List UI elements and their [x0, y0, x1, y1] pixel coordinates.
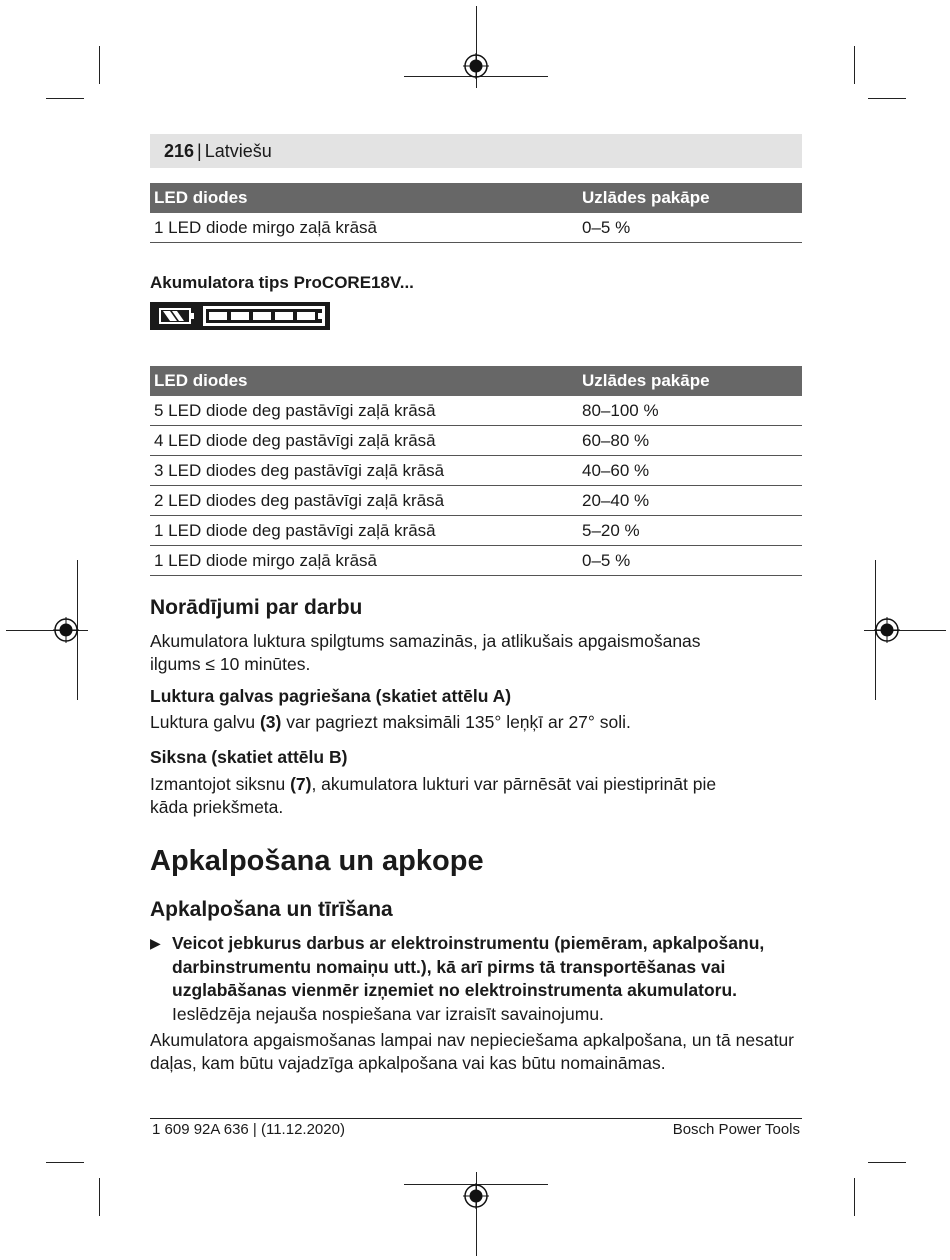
- warning-bullet: [150, 932, 810, 1026]
- crop-mark: [868, 1162, 906, 1163]
- led-cell: 1 LED diode deg pastāvīgi zaļā krāsā: [150, 516, 578, 546]
- page-number: 216: [164, 141, 195, 161]
- table-row: [150, 426, 802, 456]
- led-cell: 1 LED diode mirgo zaļā krāsā: [150, 546, 578, 576]
- level-cell: 40–60 %: [578, 456, 802, 486]
- crop-mark: [99, 46, 100, 84]
- table-header-row: [150, 183, 802, 213]
- level-cell: 80–100 %: [578, 396, 802, 426]
- column-header-level: Uzlādes pakāpe: [578, 366, 802, 396]
- table-header-row: [150, 366, 802, 396]
- footer-brand: Bosch Power Tools: [672, 1121, 800, 1138]
- header-separator: |: [197, 141, 202, 161]
- strap-text-post: , akumulatora lukturi var pārnēsāt vai piestiprināt pie kāda priekšmeta.: [150, 774, 717, 817]
- led-cell: 4 LED diode deg pastāvīgi zaļā krāsā: [150, 426, 578, 456]
- service-subheading: Apkalpošana un tīrīšana: [150, 898, 393, 921]
- rotate-text-post: var pagriezt maksimāli 135° leņķī ar 27° soli.: [281, 712, 631, 732]
- bullet-arrow-icon: ▶: [150, 935, 161, 951]
- maintenance-text: Akumulatora apgaismošanas lampai nav nepieciešama apkalpošana, un tā nesatur daļas, kam būtu vajadzīga apkalpošana vai kas būtu nomaināmas.: [150, 1030, 795, 1073]
- led-cell: 3 LED diodes deg pastāvīgi zaļā krāsā: [150, 456, 578, 486]
- table-row: [150, 486, 802, 516]
- led-cell: 1 LED diode mirgo zaļā krāsā: [150, 213, 578, 243]
- table-row: [150, 396, 802, 426]
- led-table-2: [150, 366, 802, 576]
- level-cell: 20–40 %: [578, 486, 802, 516]
- rotate-text-pre: Luktura galvu: [150, 712, 260, 732]
- registration-target-icon: [463, 53, 489, 79]
- rotate-ref: (3): [259, 712, 282, 732]
- registration-target-icon: [463, 1183, 489, 1209]
- notes-heading: Norādījumi par darbu: [150, 596, 363, 619]
- strap-text: [150, 773, 750, 819]
- crop-mark: [854, 1178, 855, 1216]
- rotate-heading: Luktura galvas pagriešana (skatiet attēlu A): [150, 686, 512, 706]
- service-heading: Apkalpošana un apkope: [150, 845, 484, 877]
- led-cell: 2 LED diodes deg pastāvīgi zaļā krāsā: [150, 486, 578, 516]
- strap-ref: (7): [290, 774, 312, 794]
- strap-heading: Siksna (skatiet attēlu B): [150, 747, 348, 767]
- battery-type-label: Akumulatora tips ProCORE18V...: [150, 273, 414, 292]
- level-cell: 60–80 %: [578, 426, 802, 456]
- level-cell: 0–5 %: [578, 213, 802, 243]
- footer-rule: [150, 1118, 802, 1119]
- brightness-text: Akumulatora luktura spilgtums samazinās, ja atlikušais apgaismošanas ilgums ≤ 10 minūtes.: [150, 631, 701, 674]
- crop-mark: [46, 1162, 84, 1163]
- table-row: [150, 213, 802, 243]
- table-row: [150, 456, 802, 486]
- column-header-led: LED diodes: [150, 366, 578, 396]
- header-language: Latviešu: [204, 141, 272, 161]
- strap-text-pre: Izmantojot siksnu: [150, 774, 291, 794]
- table-row: [150, 546, 802, 576]
- led-table-1: [150, 183, 802, 243]
- crop-mark: [854, 46, 855, 84]
- battery-indicator-icon: [150, 302, 330, 330]
- crop-mark: [868, 98, 906, 99]
- level-cell: 5–20 %: [578, 516, 802, 546]
- column-header-level: Uzlādes pakāpe: [578, 183, 802, 213]
- registration-target-icon: [874, 617, 900, 643]
- table-row: [150, 516, 802, 546]
- crop-mark: [99, 1178, 100, 1216]
- led-cell: 5 LED diode deg pastāvīgi zaļā krāsā: [150, 396, 578, 426]
- column-header-led: LED diodes: [150, 183, 578, 213]
- warning-bold-text: Veicot jebkurus darbus ar elektroinstrumentu (piemēram, apkalpošanu, darbinstrumentu nomaiņu utt.), kā arī pirms tā transportēšanas vai uzglabāšanas vienmēr izņemiet no elektroinstrumenta akumulatoru.: [172, 933, 765, 1000]
- rotate-text: [150, 711, 810, 734]
- warning-rest-text: Ieslēdzēja nejauša nospiešana var izraisīt savainojumu.: [172, 1003, 604, 1024]
- crop-mark: [46, 98, 84, 99]
- page-header: [150, 134, 802, 168]
- registration-target-icon: [53, 617, 79, 643]
- level-cell: 0–5 %: [578, 546, 802, 576]
- footer-doc-id: 1 609 92A 636 | (11.12.2020): [152, 1121, 345, 1138]
